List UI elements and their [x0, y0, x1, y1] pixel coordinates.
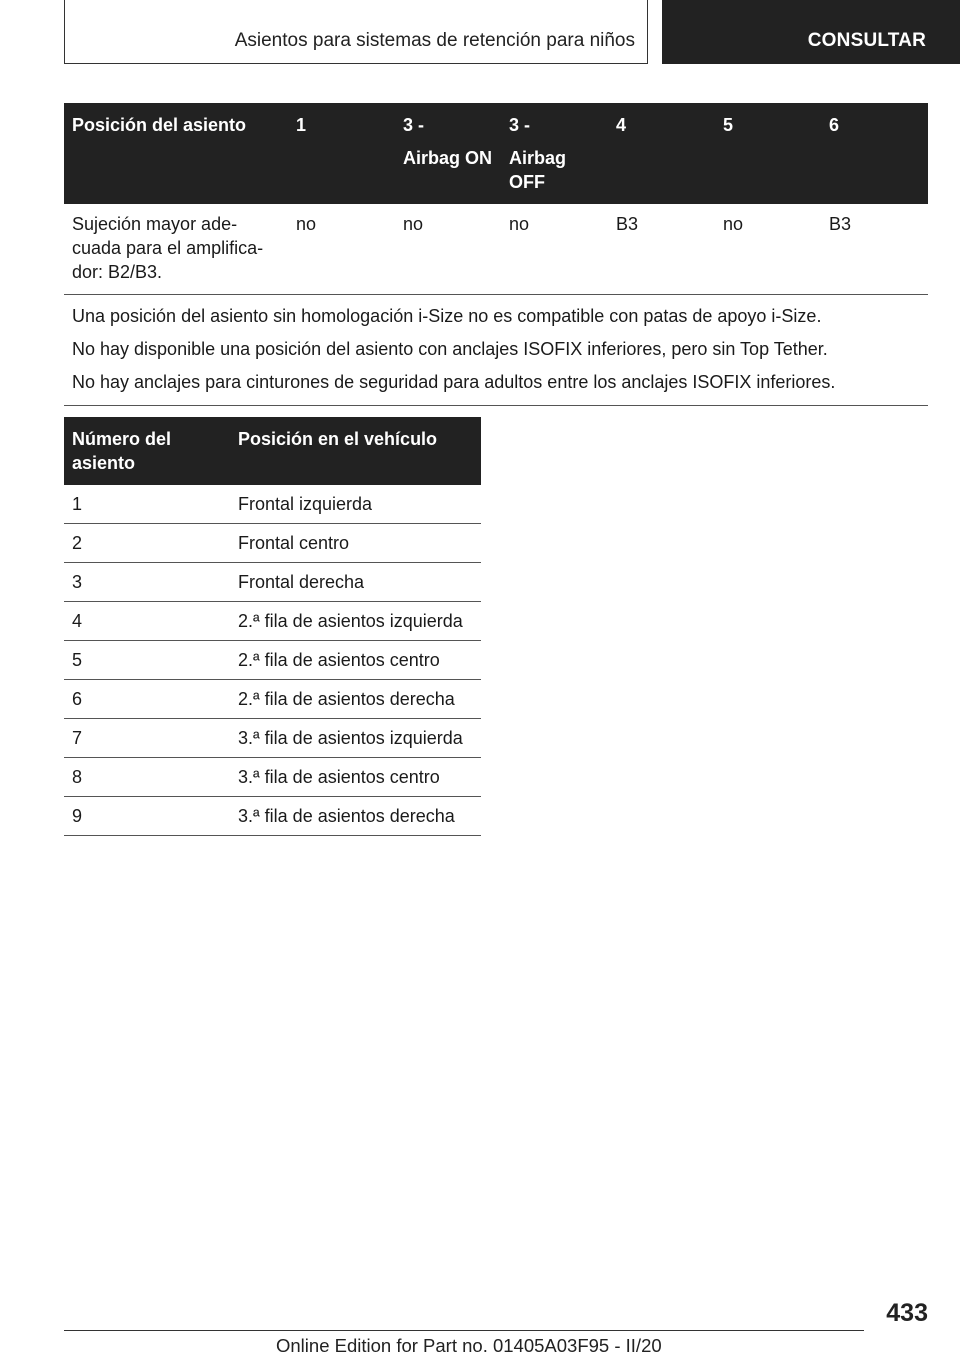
table-cell: 5	[64, 641, 230, 680]
table2-col-seat-number: Número del asiento	[64, 417, 230, 485]
section-title: Asientos para sistemas de retención para niños	[234, 30, 635, 51]
table-cell: 4	[64, 602, 230, 641]
footer-edition-text: Online Edition for Part no. 01405A03F95 - II/20	[276, 1335, 662, 1356]
table-row	[64, 758, 481, 797]
table-cell: 1	[64, 485, 230, 524]
table-cell: Frontal izquierda	[230, 485, 481, 524]
table-cell: 2.ª fila de asientos derecha	[230, 680, 481, 719]
table-row	[64, 524, 481, 563]
table-row	[64, 641, 481, 680]
table-cell: 3.ª fila de asientos centro	[230, 758, 481, 797]
note-text: No hay anclajes para cinturones de seguridad para adultos entre los anclajes ISOFIX inferiores.	[72, 372, 836, 392]
table-row	[64, 602, 481, 641]
table-cell: 2.ª fila de asientos izquierda	[230, 602, 481, 641]
table-row	[64, 719, 481, 758]
table-cell: no	[395, 204, 501, 295]
note-text: Una posición del asiento sin homologación i-Size no es compatible con patas de apoyo i-Size.	[72, 306, 822, 326]
table1-col-1: 1	[288, 103, 395, 204]
table-cell: 8	[64, 758, 230, 797]
table-cell: Frontal derecha	[230, 563, 481, 602]
table1-col-6: 6	[821, 103, 928, 204]
consultar-tab-label: CONSULTAR	[807, 30, 926, 51]
consultar-tab[interactable]	[662, 0, 960, 64]
table-row	[64, 204, 928, 295]
table-cell: 2.ª fila de asientos centro	[230, 641, 481, 680]
page-number: 433	[886, 1299, 928, 1327]
table-cell: 9	[64, 797, 230, 836]
table1-col-3-airbag-off: 3 - Airbag OFF	[501, 103, 608, 204]
table-cell: no	[501, 204, 608, 295]
table2-header-row	[64, 417, 481, 485]
table-row	[64, 485, 481, 524]
table-row	[64, 563, 481, 602]
table2-col-vehicle-position: Posición en el vehículo	[230, 417, 481, 485]
table-cell: 3.ª fila de asientos izquierda	[230, 719, 481, 758]
table-row	[64, 797, 481, 836]
table-cell: no	[288, 204, 395, 295]
table-cell: 2	[64, 524, 230, 563]
note-text: No hay disponible una posición del asiento con anclajes ISOFIX inferiores, pero sin Top Tether.	[72, 339, 828, 359]
table-cell: 6	[64, 680, 230, 719]
table1-notes	[64, 295, 928, 406]
table-cell: Sujeción mayor ade-cuada para el amplifica-dor: B2/B3.	[64, 204, 288, 295]
table1-col-3-airbag-on: 3 - Airbag ON	[395, 103, 501, 204]
table-cell: 3.ª fila de asientos derecha	[230, 797, 481, 836]
table1-col-position: Posición del asiento	[64, 103, 288, 204]
table1-col-5: 5	[715, 103, 821, 204]
header-section-box	[64, 0, 648, 64]
table-cell: no	[715, 204, 821, 295]
table1-notes-row	[64, 295, 928, 406]
table-cell: B3	[608, 204, 715, 295]
table-cell: B3	[821, 204, 928, 295]
table-cell: Frontal centro	[230, 524, 481, 563]
table-row	[64, 680, 481, 719]
table1-col-4: 4	[608, 103, 715, 204]
table-cell: 7	[64, 719, 230, 758]
seat-number-table	[64, 417, 481, 836]
table-cell: 3	[64, 563, 230, 602]
table1-header-row	[64, 103, 928, 204]
seat-position-compat-table	[64, 103, 928, 406]
footer-divider	[64, 1330, 864, 1331]
